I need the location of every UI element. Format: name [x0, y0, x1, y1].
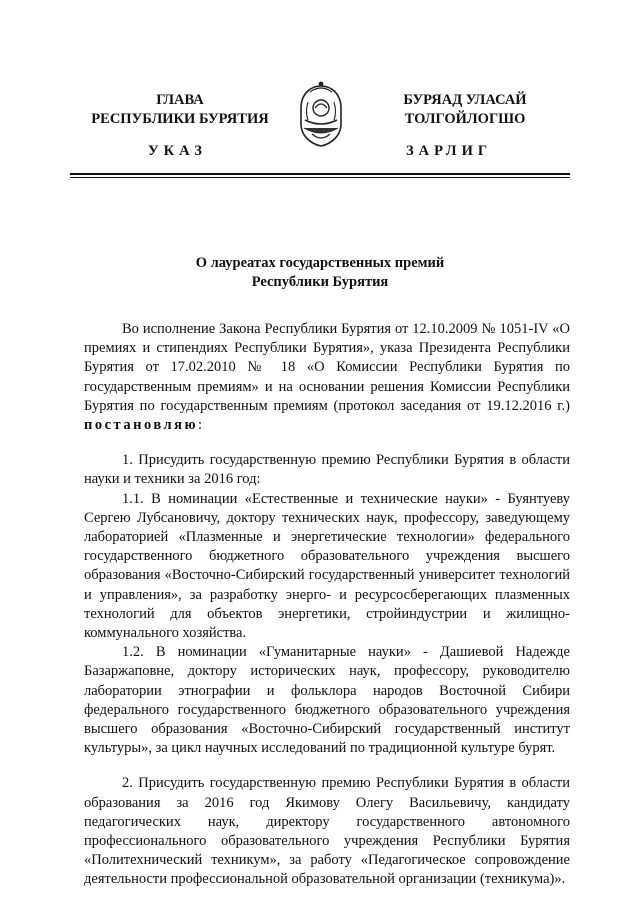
coat-of-arms-emblem [296, 80, 346, 148]
header-divider-thin [70, 177, 570, 178]
title-line2: Республики Бурятия [251, 274, 389, 290]
preamble-paragraph [84, 320, 570, 435]
header-left-line2: РЕСПУБЛИКИ БУРЯТИЯ [91, 111, 269, 127]
preamble-text: Во исполнение Закона Республики Бурятия от 12.10.2009 № 1051-IV «О премиях и стипендиях Республики Бурятия», указа Президента Республики Бурятия от 17.02.2010 № 18 «О Комиссии Республики Бурятия по государственным премиям» и на основании решения Комиссии Республики Бурятия по государственным премиям (протокол заседания от 19.12.2016 г.) [84, 321, 570, 414]
item-1: 1. Присудить государственную премию Республики Бурятия в области науки и техники за 2016 год: [84, 452, 570, 488]
item-2: 2. Присудить государственную премию Республики Бурятия в области образования за 2016 год Якимову Олегу Васильевичу, кандидату педагогических наук, директору государственного автономного профессионального образовательного учреждения Республики Бурятия «Политехнический техникум», за работу «Педагогическое сопровождение деятельности профессиональной образовательной организации (техникума)». [84, 775, 570, 888]
document-body [84, 320, 570, 890]
header-right [360, 91, 570, 129]
preamble-colon: : [198, 417, 203, 434]
ukaz-label: УКАЗ [148, 143, 207, 159]
title-line1: О лауреатах государственных премий [195, 255, 445, 271]
header-left [70, 91, 290, 129]
item-1-1: 1.1. В номинации «Естественные и технические науки» - Буянтуеву Сергею Лубсановичу, доктору технических наук, профессору, заведующему лабораторией «Плазменные и энергетические технологии» федерального государственного бюджетного образовательного учреждения высшего образования «Восточно-Сибирский государственный университет технологий и управления», за разработку энерго- и ресурсосберегающих плазменных технологий для объектов энергетики, стройиндустрии и жилищно-коммунального хозяйства. [84, 490, 570, 642]
header-left-line1: ГЛАВА [156, 92, 204, 108]
decree-word: постановляю [84, 417, 199, 434]
header-right-line1: БУРЯАД УЛАСАЙ [403, 92, 527, 108]
header-divider-thick [70, 173, 570, 175]
document-title [70, 254, 570, 292]
item-1-2: 1.2. В номинации «Гуманитарные науки» - Дашиевой Надежде Базаржаповне, доктору исторических наук, профессору, руководителю лаборатории этнографии и фольклора народов Восточной Сибири федерального государственного бюджетного образовательного учреждения высшего образования «Восточно-Сибирский государственный институт культуры», за цикл научных исследований по традиционной культуре бурят. [84, 644, 570, 757]
zarlig-label: ЗАРЛИГ [406, 143, 493, 159]
header-right-line2: ТОЛГОЙЛОГШО [404, 111, 526, 127]
